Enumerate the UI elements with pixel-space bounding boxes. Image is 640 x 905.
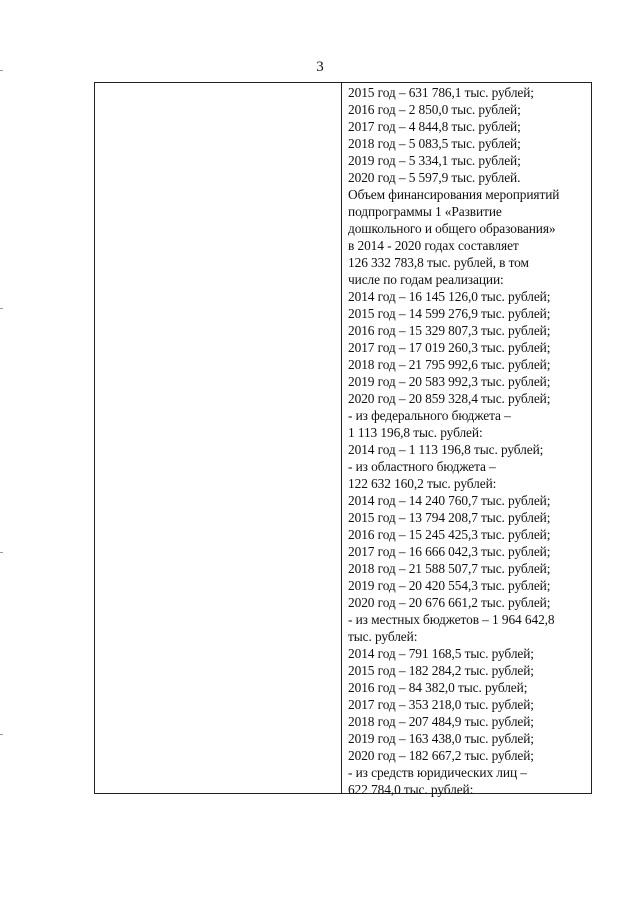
text-line: 2017 год – 17 019 260,3 тыс. рублей; — [348, 340, 551, 355]
text-line: 122 632 160,2 тыс. рублей: — [348, 476, 497, 491]
text-line: 2019 год – 20 583 992,3 тыс. рублей; — [348, 374, 551, 389]
text-line: 2014 год – 14 240 760,7 тыс. рублей; — [348, 493, 551, 508]
text-line: 2019 год – 163 438,0 тыс. рублей; — [348, 731, 534, 746]
text-line: 2014 год – 1 113 196,8 тыс. рублей; — [348, 442, 544, 457]
text-line: 2016 год – 15 329 807,3 тыс. рублей; — [348, 323, 551, 338]
text-line: тыс. рублей: — [348, 629, 418, 644]
text-line: 2020 год – 20 676 661,2 тыс. рублей; — [348, 595, 551, 610]
text-line: 2019 год – 20 420 554,3 тыс. рублей; — [348, 578, 551, 593]
text-line: - из средств юридических лиц – — [348, 765, 527, 780]
text-line: числе по годам реализации: — [348, 272, 504, 287]
scan-mark — [0, 552, 3, 553]
text-line: 2014 год – 16 145 126,0 тыс. рублей; — [348, 289, 551, 304]
text-line: 2019 год – 5 334,1 тыс. рублей; — [348, 153, 521, 168]
scan-mark — [0, 734, 3, 735]
text-line: 2015 год – 631 786,1 тыс. рублей; — [348, 85, 534, 100]
scan-mark — [0, 308, 3, 309]
text-line: 622 784,0 тыс. рублей: — [348, 782, 474, 797]
text-line: 2016 год – 15 245 425,3 тыс. рублей; — [348, 527, 551, 542]
text-line: 2015 год – 14 599 276,9 тыс. рублей; — [348, 306, 551, 321]
text-line: 126 332 783,8 тыс. рублей, в том — [348, 255, 529, 270]
text-line: 2017 год – 16 666 042,3 тыс. рублей; — [348, 544, 551, 559]
text-line: 2020 год – 5 597,9 тыс. рублей. — [348, 170, 521, 185]
text-line: 2017 год – 4 844,8 тыс. рублей; — [348, 119, 521, 134]
text-line: - из федерального бюджета – — [348, 408, 511, 423]
text-line: 2018 год – 21 795 992,6 тыс. рублей; — [348, 357, 551, 372]
column-divider — [341, 83, 342, 793]
text-line: - из областного бюджета – — [348, 459, 496, 474]
document-table — [94, 82, 592, 797]
text-line: 2017 год – 353 218,0 тыс. рублей; — [348, 697, 534, 712]
text-line: 2018 год – 5 083,5 тыс. рублей; — [348, 136, 521, 151]
text-line: Объем финансирования мероприятий — [348, 187, 560, 202]
text-line: подпрограммы 1 «Развитие — [348, 204, 502, 219]
text-line: 2020 год – 20 859 328,4 тыс. рублей; — [348, 391, 551, 406]
text-line: 2015 год – 13 794 208,7 тыс. рублей; — [348, 510, 551, 525]
text-line: дошкольного и общего образования» — [348, 221, 556, 236]
text-line: 1 113 196,8 тыс. рублей: — [348, 425, 483, 440]
table-right-cell — [348, 84, 590, 798]
text-line: в 2014 - 2020 годах составляет — [348, 238, 519, 253]
text-line: 2018 год – 21 588 507,7 тыс. рублей; — [348, 561, 551, 576]
scan-mark — [0, 70, 3, 71]
text-line: 2018 год – 207 484,9 тыс. рублей; — [348, 714, 534, 729]
text-line: 2020 год – 182 667,2 тыс. рублей; — [348, 748, 534, 763]
text-line: 2015 год – 182 284,2 тыс. рублей; — [348, 663, 534, 678]
text-line: 2016 год – 2 850,0 тыс. рублей; — [348, 102, 521, 117]
text-line: 2014 год – 791 168,5 тыс. рублей; — [348, 646, 534, 661]
page-number: 3 — [316, 59, 324, 75]
text-line: 2016 год – 84 382,0 тыс. рублей; — [348, 680, 528, 695]
text-line: - из местных бюджетов – 1 964 642,8 — [348, 612, 555, 627]
